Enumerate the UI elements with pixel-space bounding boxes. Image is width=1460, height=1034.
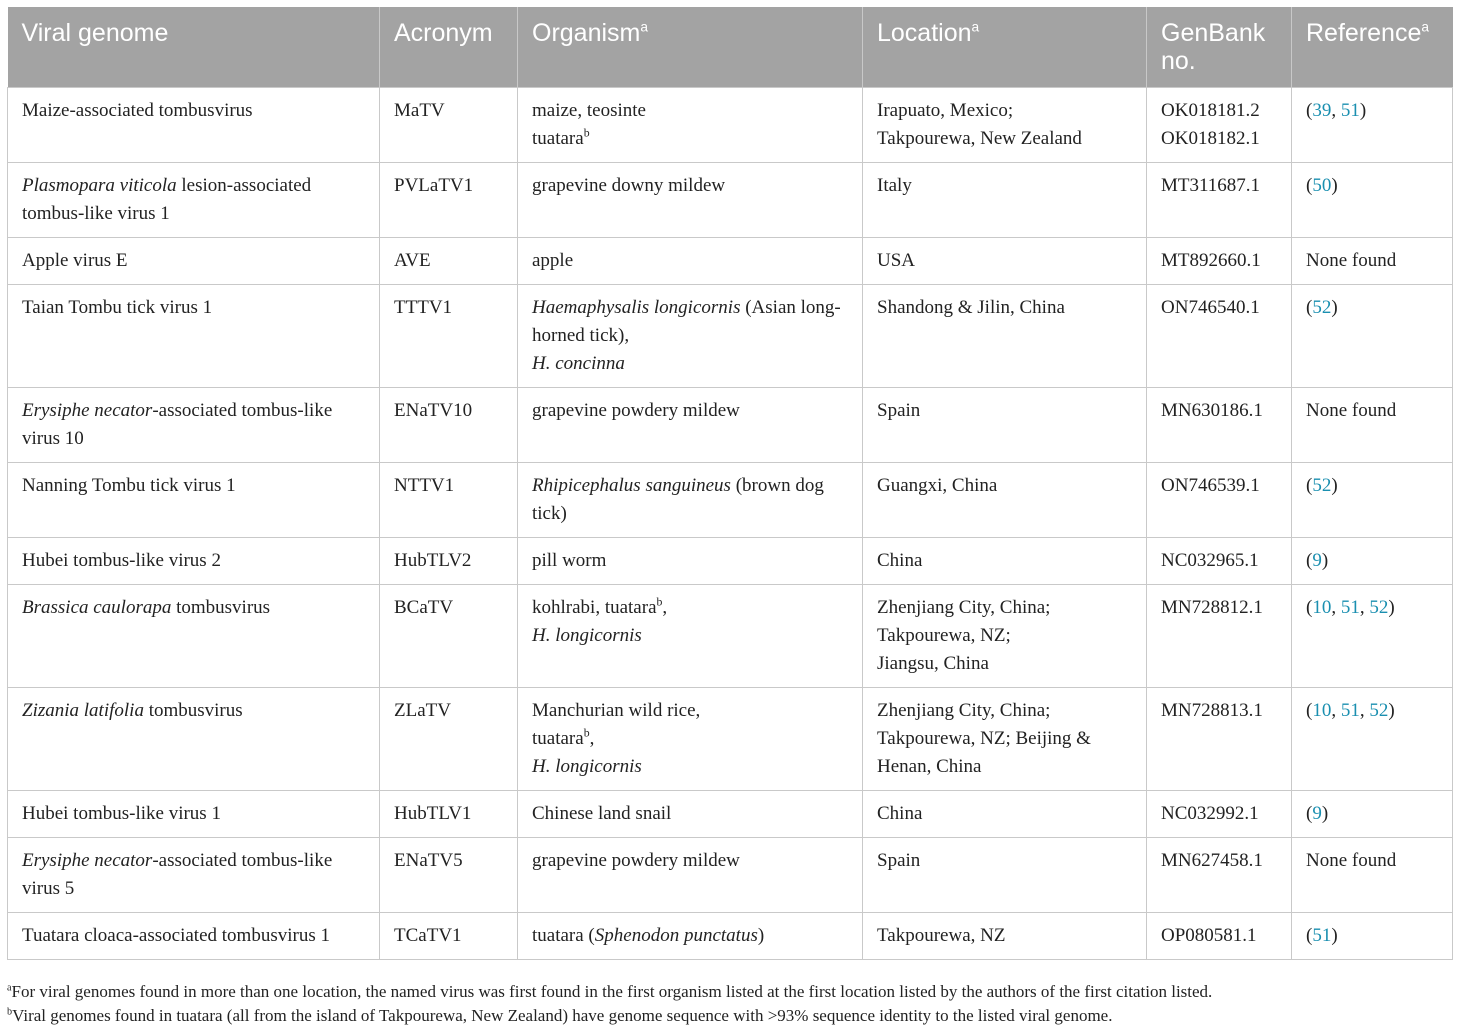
organism-line — [532, 697, 848, 725]
genbank-accession: NC032965.1 — [1161, 549, 1259, 571]
organism-line — [532, 800, 848, 828]
location-line: Guangxi, China — [877, 474, 998, 496]
cell-acronym: AVE — [380, 237, 518, 284]
ref-separator: , — [1331, 596, 1341, 618]
text-segment: Taian Tombu tick virus 1 — [22, 296, 213, 318]
text-segment: apple — [532, 249, 574, 271]
footnote-a — [7, 981, 1452, 1003]
cell-genbank — [1147, 387, 1292, 462]
ref-paren: ) — [1321, 549, 1329, 571]
cell-acronym: BCaTV — [380, 584, 518, 687]
location-line: Zhenjiang City, China; — [877, 596, 1051, 618]
organism-line — [532, 753, 848, 781]
reference-link[interactable]: 52 — [1369, 699, 1389, 721]
virus-table — [7, 7, 1453, 960]
genbank-accession: MT892660.1 — [1161, 249, 1261, 271]
organism-line — [532, 172, 848, 200]
cell-organism — [518, 87, 863, 162]
location-line: Takpourewa, NZ; Beijing & Henan, China — [877, 727, 1091, 777]
cell-acronym: ZLaTV — [380, 687, 518, 790]
cell-viral-genome — [8, 584, 380, 687]
cell-viral-genome — [8, 237, 380, 284]
cell-acronym: MaTV — [380, 87, 518, 162]
cell-acronym: HubTLV2 — [380, 537, 518, 584]
reference-link[interactable]: 10 — [1312, 596, 1332, 618]
text-segment: tuatara — [532, 727, 584, 749]
text-segment: Tuatara cloaca-associated tombusvirus 1 — [22, 924, 330, 946]
table-row — [8, 284, 1453, 387]
header-acronym: Acronym — [380, 7, 518, 87]
text-segment: kohlrabi, tuatara — [532, 596, 657, 618]
table-header-row — [8, 7, 1453, 87]
cell-organism — [518, 584, 863, 687]
ref-separator: , — [1359, 596, 1370, 618]
cell-genbank — [1147, 462, 1292, 537]
table-row — [8, 790, 1453, 837]
ref-paren: ( — [1306, 99, 1313, 121]
footnote-b — [7, 1005, 1452, 1027]
organism-line — [532, 725, 848, 753]
reference-none: None found — [1306, 399, 1397, 421]
cell-genbank — [1147, 162, 1292, 237]
italic-text: H. longicornis — [532, 624, 642, 646]
ref-paren: ) — [1331, 296, 1338, 318]
italic-text: Brassica caulorapa — [22, 596, 172, 618]
superscript-mark: b — [583, 126, 590, 140]
table-row — [8, 162, 1453, 237]
ref-paren: ( — [1306, 549, 1313, 571]
cell-location — [863, 687, 1147, 790]
genbank-accession: MN627458.1 — [1161, 849, 1263, 871]
reference-link[interactable]: 51 — [1312, 924, 1332, 946]
location-line: USA — [877, 249, 916, 271]
ref-paren: ) — [1388, 699, 1395, 721]
cell-organism — [518, 162, 863, 237]
text-segment: grapevine powdery mildew — [532, 399, 740, 421]
text-segment: (Asian long-horned tick), — [532, 296, 841, 346]
cell-location — [863, 387, 1147, 462]
cell-viral-genome — [8, 837, 380, 912]
organism-line — [532, 847, 848, 875]
italic-text: H. concinna — [532, 352, 625, 374]
text-segment: maize, teosinte — [532, 99, 646, 121]
organism-line — [532, 247, 848, 275]
cell-organism — [518, 387, 863, 462]
cell-genbank — [1147, 584, 1292, 687]
text-segment: , — [589, 727, 595, 749]
text-segment: (brown dog tick) — [532, 474, 824, 524]
cell-location — [863, 284, 1147, 387]
cell-reference — [1292, 387, 1453, 462]
genbank-accession: NC032992.1 — [1161, 802, 1259, 824]
location-line: China — [877, 549, 923, 571]
organism-line — [532, 472, 848, 528]
location-line: Italy — [877, 174, 912, 196]
text-segment: Nanning Tombu tick virus 1 — [22, 474, 236, 496]
organism-line — [532, 622, 848, 650]
cell-viral-genome — [8, 87, 380, 162]
cell-reference — [1292, 284, 1453, 387]
italic-text: Haemaphysalis longicornis — [532, 296, 741, 318]
cell-organism — [518, 687, 863, 790]
cell-viral-genome — [8, 790, 380, 837]
reference-link[interactable]: 52 — [1312, 474, 1332, 496]
cell-location — [863, 237, 1147, 284]
cell-location — [863, 462, 1147, 537]
organism-line — [532, 397, 848, 425]
organism-line — [532, 294, 848, 350]
text-segment: grapevine downy mildew — [532, 174, 726, 196]
italic-text: H. longicornis — [532, 755, 642, 777]
location-line: Takpourewa, New Zealand — [877, 127, 1082, 149]
reference-link[interactable]: 52 — [1369, 596, 1389, 618]
cell-acronym: ENaTV5 — [380, 837, 518, 912]
cell-organism — [518, 837, 863, 912]
cell-organism — [518, 790, 863, 837]
reference-link[interactable]: 39 — [1312, 99, 1332, 121]
location-line: China — [877, 802, 923, 824]
cell-viral-genome — [8, 537, 380, 584]
location-line: Takpourewa, NZ; — [877, 624, 1011, 646]
text-segment: -associated tombus-like virus 5 — [22, 849, 333, 899]
location-line: Jiangsu, China — [877, 652, 989, 674]
genbank-accession: ON746539.1 — [1161, 474, 1260, 496]
reference-link[interactable]: 51 — [1340, 596, 1360, 618]
ref-paren: ) — [1321, 802, 1329, 824]
footnote-text: Viral genomes found in tuatara (all from the island of Takpourewa, New Zealand) have genome sequence with >93% sequence identity to the listed viral genome. — [12, 1006, 1113, 1025]
cell-reference — [1292, 837, 1453, 912]
table-row — [8, 912, 1453, 959]
cell-acronym: PVLaTV1 — [380, 162, 518, 237]
genbank-accession: MT311687.1 — [1161, 174, 1261, 196]
cell-acronym: TTTV1 — [380, 284, 518, 387]
cell-location — [863, 912, 1147, 959]
genbank-accession: MN728812.1 — [1161, 596, 1263, 618]
header-viral-genome: Viral genome — [8, 7, 380, 87]
cell-reference — [1292, 537, 1453, 584]
organism-line — [532, 922, 848, 950]
italic-text: Sphenodon punctatus — [594, 924, 758, 946]
text-segment: tuatara — [532, 127, 584, 149]
footnote-mark: b — [7, 1006, 13, 1018]
text-segment: tombusvirus — [143, 699, 243, 721]
genbank-accession: OK018182.1 — [1161, 127, 1260, 149]
cell-organism — [518, 912, 863, 959]
text-segment: Chinese land snail — [532, 802, 672, 824]
organism-line — [532, 97, 848, 125]
cell-genbank — [1147, 790, 1292, 837]
reference-link[interactable]: 9 — [1312, 549, 1322, 571]
cell-location — [863, 162, 1147, 237]
cell-location — [863, 537, 1147, 584]
table-row — [8, 237, 1453, 284]
footnote-text: For viral genomes found in more than one location, the named virus was first found in the first organism listed at the first location listed by the authors of the first citation listed. — [11, 982, 1213, 1001]
text-segment: -associated tombus-like virus 10 — [22, 399, 333, 449]
organism-line — [532, 125, 848, 153]
cell-location — [863, 790, 1147, 837]
cell-organism — [518, 284, 863, 387]
superscript-mark: b — [583, 726, 590, 740]
location-line: Spain — [877, 399, 921, 421]
cell-location — [863, 87, 1147, 162]
ref-separator: , — [1359, 699, 1370, 721]
cell-genbank — [1147, 912, 1292, 959]
text-segment: tuatara ( — [532, 924, 595, 946]
organism-line — [532, 350, 848, 378]
reference-none: None found — [1306, 849, 1397, 871]
table-row — [8, 584, 1453, 687]
text-segment: tombusvirus — [171, 596, 271, 618]
cell-acronym: NTTV1 — [380, 462, 518, 537]
table-body — [8, 87, 1453, 959]
cell-viral-genome — [8, 162, 380, 237]
text-segment: Manchurian wild rice, — [532, 699, 701, 721]
location-line: Spain — [877, 849, 921, 871]
italic-text: Zizania latifolia — [22, 699, 144, 721]
cell-viral-genome — [8, 284, 380, 387]
genbank-accession: ON746540.1 — [1161, 296, 1260, 318]
ref-paren: ( — [1306, 802, 1313, 824]
cell-reference — [1292, 462, 1453, 537]
cell-location — [863, 837, 1147, 912]
header-organism: Organism$^a$ — [518, 7, 863, 87]
ref-paren: ( — [1306, 699, 1313, 721]
location-line: Zhenjiang City, China; — [877, 699, 1051, 721]
cell-organism — [518, 462, 863, 537]
header-location: Location$^a$ — [863, 7, 1147, 87]
text-segment: Apple virus E — [22, 249, 128, 271]
reference-link[interactable]: 51 — [1340, 99, 1360, 121]
table-row — [8, 387, 1453, 462]
italic-text: Plasmopara viticola — [22, 174, 177, 196]
ref-paren: ) — [1331, 474, 1338, 496]
location-line: Shandong & Jilin, China — [877, 296, 1065, 318]
reference-link[interactable]: 52 — [1312, 296, 1332, 318]
cell-reference — [1292, 912, 1453, 959]
table-row — [8, 687, 1453, 790]
table-row — [8, 462, 1453, 537]
reference-link[interactable]: 10 — [1312, 699, 1332, 721]
ref-paren: ( — [1306, 474, 1313, 496]
ref-separator: , — [1331, 699, 1341, 721]
text-segment: Hubei tombus-like virus 1 — [22, 802, 221, 824]
table-row — [8, 837, 1453, 912]
ref-paren: ) — [1359, 99, 1367, 121]
header-genbank-no: GenBank no. — [1147, 7, 1292, 87]
superscript-mark: b — [656, 595, 663, 609]
cell-viral-genome — [8, 687, 380, 790]
ref-paren: ( — [1306, 596, 1313, 618]
cell-genbank — [1147, 87, 1292, 162]
genbank-accession: MN630186.1 — [1161, 399, 1263, 421]
footnote-mark: a — [7, 982, 12, 994]
cell-genbank — [1147, 237, 1292, 284]
italic-text: Erysiphe necator — [22, 849, 153, 871]
location-line: Takpourewa, NZ — [877, 924, 1006, 946]
ref-paren: ) — [1388, 596, 1395, 618]
cell-location — [863, 584, 1147, 687]
ref-separator: , — [1331, 99, 1341, 121]
cell-genbank — [1147, 837, 1292, 912]
reference-link[interactable]: 50 — [1312, 174, 1332, 196]
organism-line — [532, 594, 848, 622]
genbank-accession: OP080581.1 — [1161, 924, 1257, 946]
cell-reference — [1292, 584, 1453, 687]
text-segment: Maize-associated tombusvirus — [22, 99, 253, 121]
reference-none: None found — [1306, 249, 1397, 271]
ref-paren: ) — [1331, 924, 1338, 946]
cell-organism — [518, 537, 863, 584]
text-segment: grapevine powdery mildew — [532, 849, 740, 871]
ref-paren: ( — [1306, 174, 1313, 196]
cell-reference — [1292, 687, 1453, 790]
text-segment: Hubei tombus-like virus 2 — [22, 549, 221, 571]
cell-viral-genome — [8, 387, 380, 462]
cell-reference — [1292, 87, 1453, 162]
cell-acronym: ENaTV10 — [380, 387, 518, 462]
ref-paren: ( — [1306, 924, 1313, 946]
reference-link[interactable]: 51 — [1340, 699, 1360, 721]
cell-genbank — [1147, 537, 1292, 584]
ref-paren: ) — [1331, 174, 1338, 196]
genbank-accession: OK018181.2 — [1161, 99, 1260, 121]
cell-reference — [1292, 162, 1453, 237]
text-segment: lesion-associated tombus-like virus 1 — [22, 174, 312, 224]
text-segment: ) — [757, 924, 765, 946]
genbank-accession: MN728813.1 — [1161, 699, 1263, 721]
cell-acronym: HubTLV1 — [380, 790, 518, 837]
cell-organism — [518, 237, 863, 284]
cell-viral-genome — [8, 462, 380, 537]
text-segment: , — [662, 596, 668, 618]
italic-text: Erysiphe necator — [22, 399, 153, 421]
organism-line — [532, 547, 848, 575]
cell-acronym: TCaTV1 — [380, 912, 518, 959]
cell-viral-genome — [8, 912, 380, 959]
table-row — [8, 537, 1453, 584]
reference-link[interactable]: 9 — [1312, 802, 1322, 824]
ref-paren: ( — [1306, 296, 1313, 318]
cell-reference — [1292, 237, 1453, 284]
cell-genbank — [1147, 687, 1292, 790]
header-reference: Reference$^a$ — [1292, 7, 1453, 87]
location-line: Irapuato, Mexico; — [877, 99, 1014, 121]
cell-reference — [1292, 790, 1453, 837]
text-segment: pill worm — [532, 549, 607, 571]
table-row — [8, 87, 1453, 162]
italic-text: Rhipicephalus sanguineus — [532, 474, 731, 496]
cell-genbank — [1147, 284, 1292, 387]
